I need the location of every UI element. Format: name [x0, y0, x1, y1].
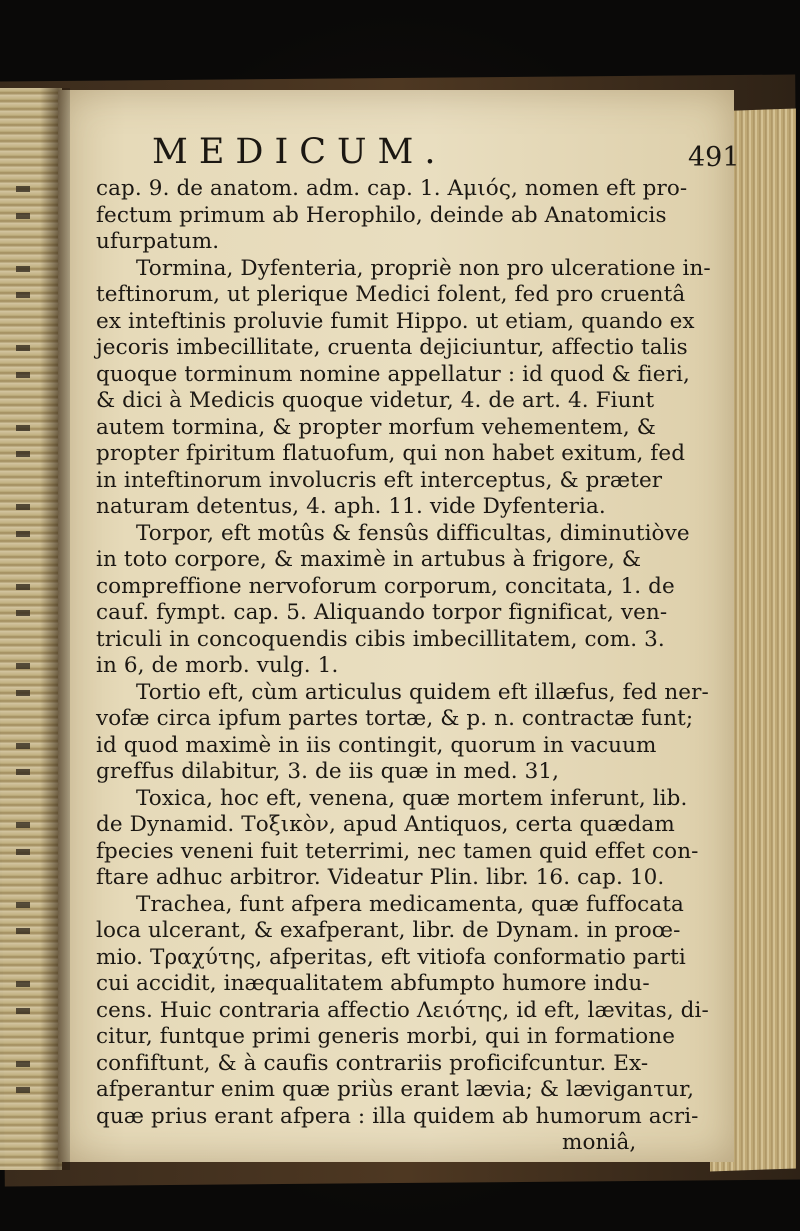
gutter-fragment: [16, 865, 38, 892]
gutter-fragment: [16, 176, 38, 203]
running-head: MEDICUM.: [152, 132, 447, 172]
text-line: compreffione nervoforum corporum, concitata, 1. de: [96, 573, 675, 599]
gutter-fragment: [16, 521, 38, 548]
gutter-fragment: [16, 759, 38, 786]
gutter-fragment: [16, 812, 38, 839]
text-line: afperantur enim quæ priùs erant lævia; & læviganτur,: [96, 1077, 695, 1102]
gutter-fragment: [16, 494, 38, 521]
text-line: id quod maximè in iis contingit, quorum in vacuum: [96, 732, 657, 758]
text-line: ftare adhuc arbitror. Videatur Plin. libr. 16. cap. 10.: [96, 865, 665, 890]
text-line: propter fpiritum flatuofum, qui non habet exitum, fed: [96, 441, 686, 466]
gutter-fragment: [16, 229, 38, 256]
gutter-fragment: [16, 574, 38, 601]
gutter-fragment: [16, 547, 38, 574]
entry-tortio: Tortio eft, cùm articulus quidem eft illæfus, fed ner-: [136, 679, 709, 705]
gutter-fragment: [16, 441, 38, 468]
catchword: moniâ,: [562, 1130, 637, 1155]
gutter-fragment: [16, 892, 38, 919]
gutter-fragment: [16, 971, 38, 998]
gutter-fragment: [16, 203, 38, 230]
text-line: in toto corpore, & maximè in artubus à frigore, &: [96, 547, 642, 572]
gutter-fragment: [16, 945, 38, 972]
text-line: jecoris imbecillitate, cruenta dejiciuntur, affectio talis: [96, 335, 688, 360]
entry-trachea: Trachea, funt afpera medicamenta, quæ fuffocata: [136, 891, 684, 917]
gutter-fragment: [16, 627, 38, 654]
gutter-fragment: [16, 256, 38, 283]
gutter-fragment: [16, 282, 38, 309]
gutter-fragment: [16, 680, 38, 707]
text-line: cap. 9. de anatom. adm. cap. 1. Αμιός, nomen eft pro-: [96, 176, 688, 201]
gutter-fragment: [16, 335, 38, 362]
gutter-fragment: [16, 786, 38, 813]
text-line: vofæ circa ipfum partes tortæ, & p. n. contractæ funt;: [96, 706, 694, 731]
text-line: in 6, de morb. vulg. 1.: [96, 653, 339, 678]
gutter-fragment: [16, 468, 38, 495]
text-line: triculi in concoquendis cibis imbecillitatem, com. 3.: [96, 626, 665, 652]
text-line: naturam detentus, 4. aph. 11. vide Dyfenteria.: [96, 494, 606, 519]
text-line: cui accidit, inæqualitatem abfumpto humore indu-: [96, 971, 650, 996]
text-line: quæ prius erant afpera : illa quidem ab humorum acri-: [96, 1103, 699, 1129]
gutter-fragment: [16, 309, 38, 336]
gutter-fragment: [16, 388, 38, 415]
entry-tormina: Tormina, Dyfenteria, propriè non pro ulceratione in-: [136, 255, 711, 281]
page-number: 491: [688, 142, 740, 173]
gutter-fragment: [16, 653, 38, 680]
gutter-fragment: [16, 362, 38, 389]
previous-page-fragments: [16, 176, 38, 1130]
gutter-fragment: [16, 1104, 38, 1131]
gutter-fragment: [16, 600, 38, 627]
text-line: cauf. fympt. cap. 5. Aliquando torpor fignificat, ven-: [96, 600, 668, 625]
body-text: [96, 176, 736, 1157]
text-line: ex inteftinis proluvie fumit Hippo. ut etiam, quando ex: [96, 308, 695, 334]
gutter-fragment: [16, 706, 38, 733]
text-line: cens. Huic contraria affectio Λειότης, id eft, lævitas, di-: [96, 997, 709, 1023]
entry-toxica: Toxica, hoc eft, venena, quæ mortem inferunt, lib.: [136, 785, 688, 811]
text-line: ufurpatum.: [96, 229, 220, 254]
text-line: greffus dilabitur, 3. de iis quæ in med. 31,: [96, 759, 560, 784]
gutter-fragment: [16, 1024, 38, 1051]
gutter-fragment: [16, 1051, 38, 1078]
gutter-shadow: [40, 88, 70, 1170]
text-line: loca ulcerant, & exafperant, libr. de Dynam. in proœ-: [96, 918, 681, 943]
gutter-fragment: [16, 1077, 38, 1104]
gutter-fragment: [16, 918, 38, 945]
entry-torpor: Torpor, eft motûs & fensûs difficultas, diminutiòve: [136, 520, 690, 546]
text-line: in inteftinorum involucris eft interceptus, & præter: [96, 467, 663, 493]
text-line: teftinorum, ut plerique Medici folent, fed pro cruentâ: [96, 282, 686, 307]
text-line: citur, funtque primi generis morbi, qui in formatione: [96, 1024, 676, 1049]
gutter-fragment: [16, 733, 38, 760]
text-line: fectum primum ab Herophilo, deinde ab Anatomicis: [96, 202, 667, 228]
gutter-fragment: [16, 839, 38, 866]
text-line: & dici à Medicis quoque videtur, 4. de art. 4. Fiunt: [96, 388, 655, 413]
text-line: mio. Τραχύτης, afperitas, eft vitiofa conformatio parti: [96, 944, 686, 970]
text-line: de Dynamid. Τοξικὸν, apud Antiquos, certa quædam: [96, 812, 675, 837]
text-line: fpecies veneni fuit teterrimi, nec tamen quid effet con-: [96, 838, 699, 864]
text-line: confiftunt, & à caufis contrariis proficifcuntur. Ex-: [96, 1050, 649, 1076]
gutter-fragment: [16, 998, 38, 1025]
gutter-fragment: [16, 415, 38, 442]
text-line: autem tormina, & propter morfum vehementem, &: [96, 414, 656, 440]
text-line: quoque torminum nomine appellatur : id quod & fieri,: [96, 361, 690, 387]
